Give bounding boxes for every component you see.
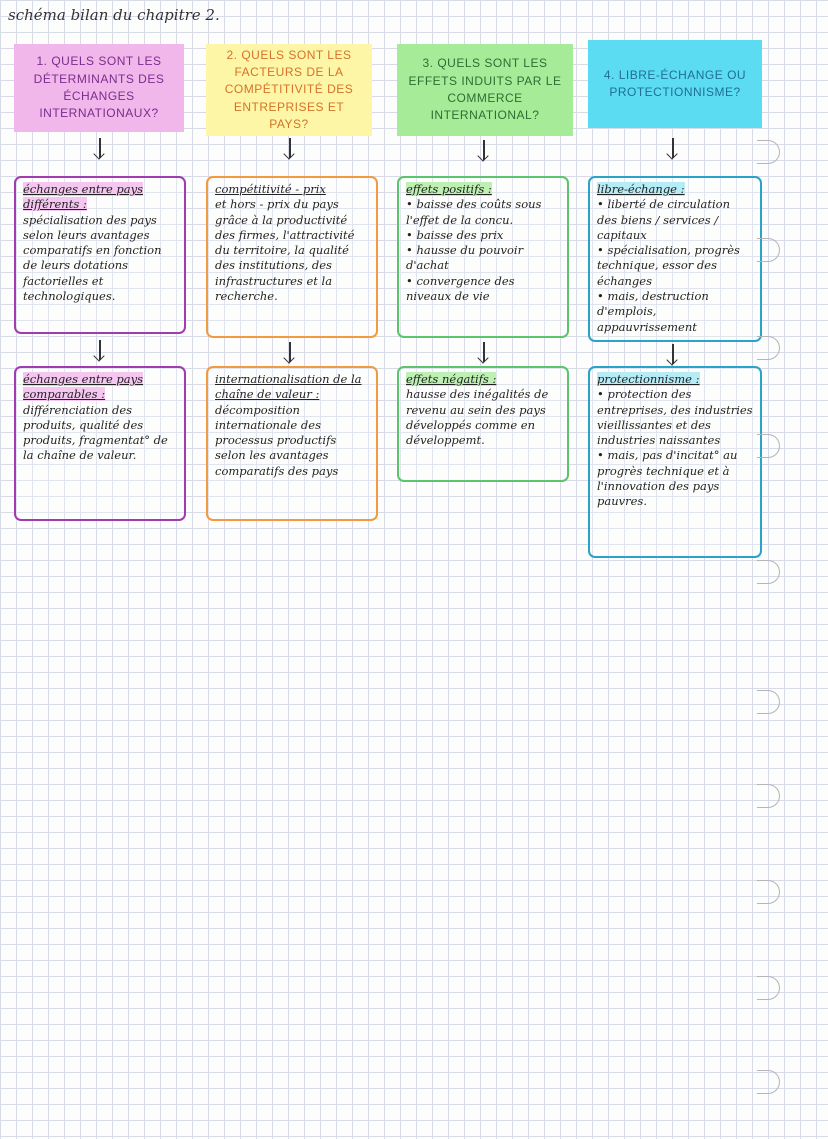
column-4-header-text: 4. LIBRE-ÉCHANGE OU PROTECTIONNISME? xyxy=(603,67,747,99)
column-3-box-1-item-text: baisse des prix xyxy=(416,227,504,242)
column-1-header xyxy=(14,44,184,132)
column-3-header xyxy=(397,44,573,136)
column-1-box-1 xyxy=(14,176,186,334)
column-4-box-2-item: • protection des entreprises, des industries vieillissantes et des industries naissantes xyxy=(597,387,753,448)
column-3-box-2-heading: effets négatifs : xyxy=(406,372,497,386)
arrow-down-icon xyxy=(94,138,106,160)
column-4-header xyxy=(588,40,762,128)
column-3-box-1-item: • baisse des prix xyxy=(406,227,504,242)
column-2-box-2-heading: internationalisation de la chaîne de valeur : xyxy=(215,372,362,402)
column-3-box-2 xyxy=(397,366,569,482)
arrow-down-icon xyxy=(94,340,106,362)
column-4-box-2-item: • mais, pas d'incitat° au progrès technique et à l'innovation des pays pauvres. xyxy=(597,448,738,509)
column-2-header-text: 2. QUELS SONT LES FACTEURS DE LA COMPÉTITIVITÉ DES ENTREPRISES ET PAYS? xyxy=(224,47,354,132)
column-4-box-2-item-text: protection des entreprises, des industries vieillissantes et des industries naissantes xyxy=(597,387,753,448)
binder-hole-icon xyxy=(757,336,780,360)
column-2-box-2 xyxy=(206,366,378,521)
arrow-down-icon xyxy=(667,138,679,160)
column-3-box-1-heading: effets positifs : xyxy=(406,182,492,196)
column-4-box-1 xyxy=(588,176,762,342)
binder-hole-icon xyxy=(757,976,780,1000)
column-3-box-1-item-text: baisse des coûts sous l'effet de la concu. xyxy=(406,197,542,227)
column-1-box-2-body: différenciation des produits, qualité des produits, fragmentat° de la chaîne de valeur. xyxy=(23,402,168,463)
column-3-header-text: 3. QUELS SONT LES EFFETS INDUITS PAR LE COMMERCE INTERNATIONAL? xyxy=(408,56,562,123)
column-3-box-1-item: • baisse des coûts sous l'effet de la concu. xyxy=(406,197,542,227)
binder-hole-icon xyxy=(757,140,780,164)
column-1-box-2-heading: échanges entre pays comparables : xyxy=(23,372,144,402)
column-2-box-2-body: décomposition internationale des processus productifs selon les avantages comparatifs des pays xyxy=(215,402,339,478)
column-4-box-1-item-text: liberté de circulation des biens / services / capitaux xyxy=(597,197,731,242)
column-3-box-2-body: hausse des inégalités de revenu au sein des pays développés comme en développemt. xyxy=(406,387,549,448)
column-4-box-2-heading: protectionnisme : xyxy=(597,372,700,386)
column-2-box-1-heading: compétitivité - prix xyxy=(215,182,326,196)
binder-hole-icon xyxy=(757,560,780,584)
column-4-box-2-item-text: mais, pas d'incitat° au progrès technique et à l'innovation des pays pauvres. xyxy=(597,448,738,509)
column-4-box-1-item: • spécialisation, progrès technique, essor des échanges xyxy=(597,243,740,288)
column-3-box-1-item: • hausse du pouvoir d'achat xyxy=(406,243,524,273)
column-3-box-1 xyxy=(397,176,569,338)
binder-hole-icon xyxy=(757,1070,780,1094)
column-4-box-1-item: • mais, destruction d'emplois, appauvrissement xyxy=(597,288,709,334)
column-4-box-1-heading: libre-échange : xyxy=(597,182,685,196)
column-1-box-2 xyxy=(14,366,186,521)
page-title: schéma bilan du chapitre 2. xyxy=(8,6,220,24)
arrow-down-icon xyxy=(284,138,296,160)
column-2-box-1-body: et hors - prix du pays grâce à la productivité des firmes, l'attractivité du territoire, la qualité des institutions, des infrastructures et la recherche. xyxy=(215,197,355,303)
arrow-down-icon xyxy=(284,342,296,364)
binder-hole-icon xyxy=(757,690,780,714)
column-4-box-1-item-text: spécialisation, progrès technique, essor des échanges xyxy=(597,243,740,288)
binder-hole-icon xyxy=(757,784,780,808)
column-3-box-1-item-text: convergence des niveaux de vie xyxy=(406,273,515,303)
arrow-down-icon xyxy=(667,344,679,366)
column-3-box-1-item: • convergence des niveaux de vie xyxy=(406,273,515,303)
binder-hole-icon xyxy=(757,880,780,904)
column-4-box-2 xyxy=(588,366,762,558)
column-4-box-1-item-text: mais, destruction d'emplois, appauvrissement xyxy=(597,288,709,334)
column-3-box-1-item-text: hausse du pouvoir d'achat xyxy=(406,243,524,273)
column-2-header xyxy=(206,44,372,136)
binder-hole-icon xyxy=(757,434,780,458)
column-1-box-1-body: spécialisation des pays selon leurs avantages comparatifs en fonction de leurs dotations factorielles et technologiques. xyxy=(23,212,162,303)
column-1-box-1-heading: échanges entre pays différents : xyxy=(23,182,144,212)
arrow-down-icon xyxy=(478,342,490,364)
column-1-header-text: 1. QUELS SONT LES DÉTERMINANTS DES ÉCHANGES INTERNATIONAUX? xyxy=(33,54,165,121)
column-4-box-1-item: • liberté de circulation des biens / services / capitaux xyxy=(597,197,731,242)
column-2-box-1 xyxy=(206,176,378,338)
arrow-down-icon xyxy=(478,140,490,162)
binder-hole-icon xyxy=(757,238,780,262)
